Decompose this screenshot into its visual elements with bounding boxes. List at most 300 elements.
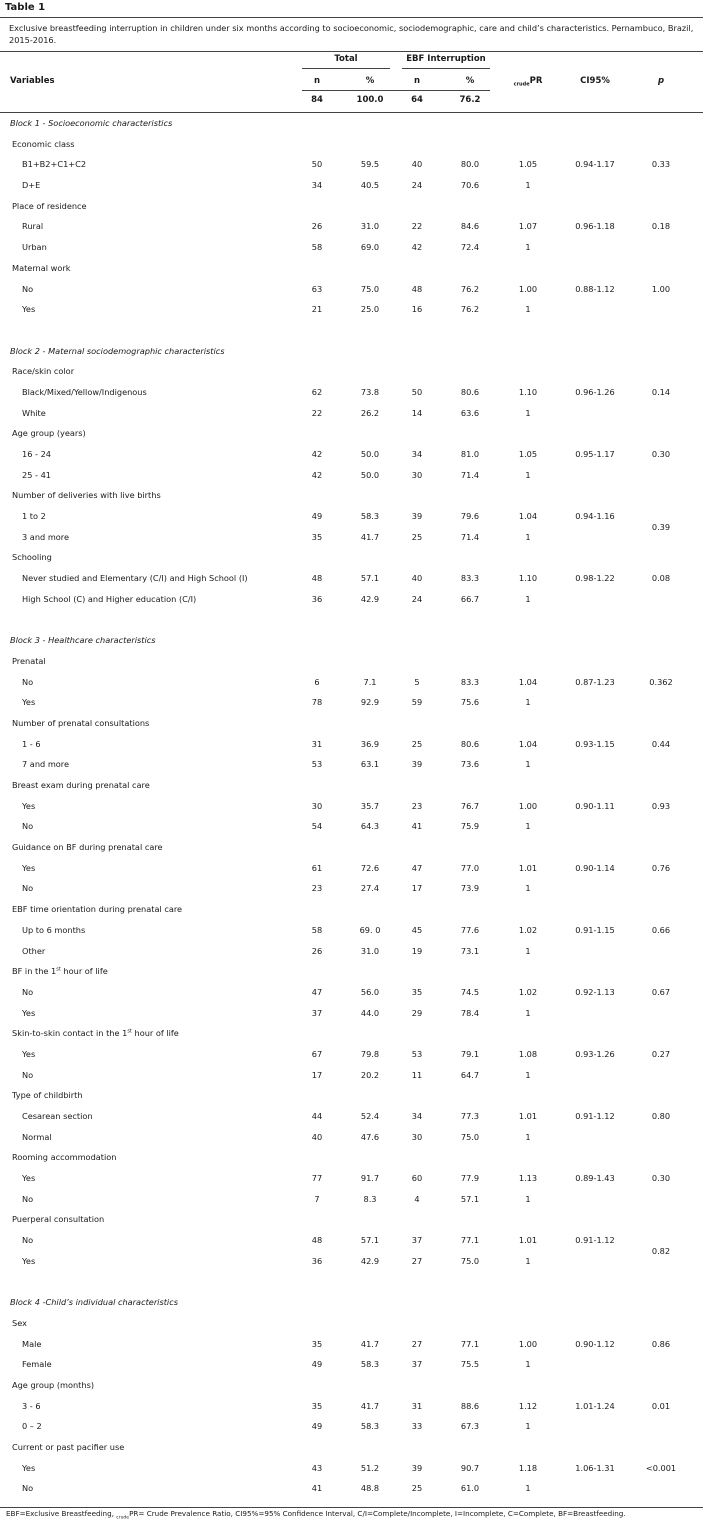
variable-group-row [0,775,703,796]
category-label: 3 - 6 [22,1400,41,1411]
category-label: Yes [22,304,36,315]
cell-ebf-pct: 75.0 [460,1255,480,1266]
cell-p-value: 0.33 [651,159,671,170]
category-label: B1+B2+C1+C2 [22,159,87,170]
category-label: No [22,1483,34,1494]
cell-total-n: 36 [311,593,323,604]
cell-ebf-n: 37 [411,1359,423,1370]
cell-total-n: 43 [311,1462,323,1473]
table-row [0,1189,703,1210]
table-row [0,1065,703,1086]
cell-total-pct: 73.8 [360,386,380,397]
cell-pr: 1.00 [518,1338,538,1349]
cell-total-pct: 64.3 [360,821,380,832]
cell-p-value: 0.18 [651,221,671,232]
cell-ebf-pct: 75.6 [460,697,480,708]
table-row [0,982,703,1003]
block-heading [0,1292,703,1313]
variable-group-row [0,961,703,982]
cell-ebf-pct: 80.6 [460,738,480,749]
cell-pr: 1 [525,1359,531,1370]
variable-group-label [12,961,108,982]
variable-group-label: Number of prenatal consultations [12,717,150,728]
table-row [0,1416,703,1437]
category-label: Other [22,945,46,956]
ordinal-superscript: st [56,966,61,973]
table-row [0,1044,703,1065]
cell-ebf-pct: 71.4 [460,531,480,542]
cell-ebf-pct: 88.6 [460,1400,480,1411]
cell-ci95: 0.94-1.17 [575,159,615,170]
table-row [0,692,703,713]
cell-total-n: 49 [311,1421,323,1432]
category-label: High School (C) and Higher education (C/I) [22,593,197,604]
cell-ci95: 1.01-1.24 [575,1400,615,1411]
cell-ebf-pct: 81.0 [460,449,480,459]
cell-p-value: 0.30 [651,1173,671,1184]
cell-total-pct: 92.9 [360,697,380,708]
cell-pr: 1.04 [518,676,538,687]
cell-ebf-n: 39 [411,759,423,770]
cell-ebf-n: 48 [411,283,423,294]
cell-ci95: 0.91-1.15 [575,924,615,935]
block-spacer [0,1272,703,1293]
variable-group-label: Guidance on BF during prenatal care [12,842,163,853]
variable-group-row [0,1147,703,1168]
variable-group-row [0,1375,703,1396]
header-total-pct: % [365,76,375,86]
cell-total-pct: 41.7 [360,531,380,542]
cell-pr: 1 [525,1069,531,1080]
cell-ebf-pct: 75.9 [460,821,480,832]
cell-pr: 1 [525,593,531,604]
cell-total-pct: 56.0 [360,986,380,997]
cell-total-pct: 72.6 [360,862,380,873]
cell-ebf-pct: 90.7 [460,1462,480,1473]
table-row [0,382,703,403]
cell-ebf-n: 25 [411,531,423,542]
cell-ci95: 0.93-1.15 [575,738,615,749]
cell-total-n: 37 [311,1007,323,1018]
cell-ebf-pct: 73.1 [460,945,480,956]
ordinal-superscript: st [127,1028,132,1035]
category-label: Up to 6 months [22,924,86,935]
cell-total-pct: 7.1 [363,676,377,687]
block-title: Block 3 - Healthcare characteristics [10,635,156,646]
cell-pr: 1.10 [518,573,538,584]
category-label: Black/Mixed/Yellow/Indigenous [22,386,147,397]
table-header [0,51,703,113]
header-ci: CI95% [580,76,610,86]
cell-pr: 1.18 [518,1462,538,1473]
block-title: Block 4 -Child’s individual characteristics [10,1297,178,1308]
table-row [0,672,703,693]
header-total: Total [334,54,358,64]
cell-total-pct: 41.7 [360,1400,380,1411]
cell-total-n: 61 [311,862,323,873]
cell-pr: 1.04 [518,511,538,522]
cell-total-n: 58 [311,242,323,253]
variable-group-row [0,547,703,568]
cell-ebf-pct: 75.5 [460,1359,480,1370]
variable-group-label: Age group (months) [12,1379,95,1390]
table-row [0,465,703,486]
cell-p-value: 0.01 [651,1400,671,1411]
table-row [0,878,703,899]
category-label: 3 and more [22,531,70,542]
group-label-text: hour of life [131,1028,179,1039]
variable-group-row [0,1437,703,1458]
table-row [0,403,703,424]
cell-ebf-n: 19 [411,945,423,956]
cell-ci95: 0.90-1.12 [575,1338,615,1349]
cell-ebf-n: 45 [411,924,423,935]
cell-pr: 1 [525,697,531,708]
cell-ebf-n: 30 [411,469,423,480]
variable-group-label: Breast exam during prenatal care [12,780,150,790]
group-label-text: hour of life [60,966,108,977]
cell-ebf-pct: 79.6 [460,511,480,522]
variable-group-label: Maternal work [12,262,71,273]
table-row [0,754,703,775]
table-row [0,1127,703,1148]
table-row [0,941,703,962]
cell-total-pct: 63.1 [360,759,380,770]
cell-total-pct: 69.0 [360,242,380,253]
cell-ebf-n: 24 [411,180,423,191]
cell-p-value: 0.93 [651,800,671,811]
cell-pr: 1 [525,1007,531,1018]
table-row [0,1168,703,1189]
cell-total-pct: 52.4 [360,1111,380,1121]
cell-ebf-n: 11 [411,1069,423,1080]
header-total-pct-value: 100.0 [356,95,384,105]
cell-ebf-n: 4 [414,1193,420,1204]
cell-total-n: 31 [311,738,323,749]
cell-total-pct: 27.4 [360,883,380,894]
category-label: Yes [22,697,36,708]
cell-total-n: 53 [311,759,323,770]
cell-total-n: 22 [311,407,323,418]
cell-pr: 1 [525,945,531,956]
variable-group-label: Rooming accommodation [12,1152,117,1163]
variable-group-row [0,196,703,217]
block-title: Block 2 - Maternal sociodemographic characteristics [10,345,225,356]
cell-ebf-pct: 75.0 [460,1131,480,1142]
block-heading [0,113,703,134]
category-label: Yes [22,862,36,873]
cell-pr: 1.02 [518,924,538,935]
category-label: Male [22,1338,42,1349]
cell-total-pct: 41.7 [360,1338,380,1349]
cell-pr: 1.00 [518,800,538,811]
block-heading [0,341,703,362]
cell-total-n: 58 [311,924,323,935]
cell-ebf-pct: 72.4 [460,242,480,253]
cell-pr: 1 [525,469,531,480]
cell-total-pct: 31.0 [360,945,380,956]
cell-ebf-n: 16 [411,304,423,315]
cell-pr: 1 [525,531,531,542]
cell-ebf-pct: 83.3 [460,573,480,584]
cell-total-n: 50 [311,159,323,170]
block-spacer [0,610,703,631]
group-label-text: BF in the 1 [12,966,57,977]
cell-total-n: 26 [311,945,323,956]
cell-ci95: 0.89-1.43 [575,1173,615,1184]
cell-total-pct: 57.1 [360,1235,380,1246]
cell-pr: 1.12 [518,1400,538,1411]
variable-group-row [0,837,703,858]
cell-ebf-n: 60 [411,1173,423,1184]
category-label: Yes [22,1255,36,1266]
cell-ebf-pct: 74.5 [460,986,480,997]
cell-pr: 1 [525,821,531,832]
cell-total-n: 36 [311,1255,323,1266]
cell-p-value: <0.001 [645,1462,677,1473]
category-label: Yes [22,1007,36,1018]
category-label: Yes [22,800,36,811]
cell-ebf-n: 37 [411,1235,423,1246]
variable-group-label: Number of deliveries with live births [12,490,161,501]
cell-pr: 1 [525,1193,531,1204]
cell-total-n: 42 [311,469,323,480]
category-label: 25 - 41 [22,469,51,480]
cell-total-pct: 57.1 [360,573,380,584]
cell-pr: 1.05 [518,449,538,459]
cell-pr: 1 [525,883,531,894]
variable-group-row [0,134,703,155]
cell-ebf-n: 25 [411,738,423,749]
table-row [0,920,703,941]
cell-pr: 1 [525,242,531,253]
cell-total-n: 42 [311,449,323,459]
variable-group-label: Prenatal [12,655,46,666]
cell-ebf-n: 14 [411,407,423,418]
cell-ebf-pct: 79.1 [460,1048,480,1059]
cell-total-pct: 69. 0 [359,924,381,935]
cell-total-pct: 20.2 [360,1069,380,1080]
cell-total-n: 34 [311,180,323,191]
category-label: No [22,1235,34,1246]
category-label: No [22,676,34,687]
cell-total-n: 77 [311,1173,323,1184]
cell-ebf-n: 39 [411,1462,423,1473]
cell-ebf-pct: 83.3 [460,676,480,687]
category-label: 0 – 2 [22,1421,42,1432]
table-row [0,1458,703,1479]
category-label: Female [22,1359,52,1370]
table-row [0,1003,703,1024]
cell-p-value: 0.30 [651,449,671,459]
cell-ebf-n: 25 [411,1483,423,1494]
cell-ci95: 0.92-1.13 [575,986,615,997]
cell-p-value: 0.80 [651,1111,671,1121]
cell-total-pct: 48.8 [360,1483,380,1494]
table-caption: Exclusive breastfeeding interruption in children under six months according to socioeconomic, sociodemographic, care and child’s characteristics. Pernambuco, Brazil, 2015-2016. [9,23,694,45]
category-label: Yes [22,1048,36,1059]
cell-total-n: 7 [314,1193,320,1204]
table-row [0,506,703,527]
cell-total-pct: 91.7 [360,1173,380,1184]
cell-p-value: 0.67 [651,986,671,997]
cell-ebf-n: 22 [411,221,423,232]
cell-pr: 1 [525,407,531,418]
category-label: Never studied and Elementary (C/I) and High School (I) [22,573,248,584]
category-label: 16 - 24 [22,449,51,459]
cell-ebf-n: 47 [411,862,423,873]
cell-ebf-pct: 77.1 [460,1338,480,1349]
variable-group-label: Type of childbirth [12,1090,83,1101]
cell-ebf-pct: 64.7 [460,1069,480,1080]
cell-ci95: 0.91-1.12 [575,1111,615,1121]
cell-pr: 1.01 [518,862,538,873]
cell-ci95: 0.94-1.16 [575,511,615,522]
cell-ebf-n: 59 [411,697,423,708]
table-row [0,1245,703,1272]
cell-pr: 1 [525,1483,531,1494]
block-heading [0,630,703,651]
header-variables: Variables [10,76,55,86]
cell-pr: 1 [525,1131,531,1142]
cell-pr: 1.04 [518,738,538,749]
cell-ebf-n: 31 [411,1400,423,1411]
cell-total-pct: 58.3 [360,511,380,522]
category-label: Normal [22,1131,52,1142]
cell-total-pct: 26.2 [360,407,380,418]
table-row [0,568,703,589]
cell-total-n: 41 [311,1483,323,1494]
cell-pr: 1.07 [518,221,538,232]
cell-p-value-merged: 0.82 [651,1245,671,1256]
cell-total-n: 62 [311,386,323,397]
group-label-text: Skin-to-skin contact in the 1 [12,1028,128,1039]
header-ebf-n-value: 64 [411,95,423,105]
cell-ebf-n: 40 [411,573,423,584]
cell-pr: 1.13 [518,1173,538,1184]
cell-pr: 1 [525,180,531,191]
category-label: No [22,986,34,997]
cell-p-value: 0.08 [651,573,671,584]
cell-ebf-n: 35 [411,986,423,997]
variable-group-row [0,423,703,444]
variable-group-label: Race/skin color [12,366,75,377]
variable-group-label: Schooling [12,552,52,563]
header-ebf-pct: % [465,76,475,86]
category-label: No [22,1193,34,1204]
header-mid-rule [302,90,490,91]
cell-total-n: 23 [311,883,323,894]
table-row [0,796,703,817]
cell-ebf-n: 53 [411,1048,423,1059]
cell-ebf-pct: 77.3 [460,1111,480,1121]
cell-ebf-pct: 77.6 [460,924,480,935]
cell-ebf-pct: 76.2 [460,283,480,294]
category-label: No [22,283,34,294]
variable-group-row [0,258,703,279]
cell-p-value: 0.44 [651,738,671,749]
cell-ci95: 0.98-1.22 [575,573,615,584]
cell-ebf-n: 30 [411,1131,423,1142]
cell-total-n: 35 [311,1338,323,1349]
cell-total-n: 78 [311,697,323,708]
cell-ci95: 0.90-1.11 [575,800,615,811]
cell-ebf-n: 24 [411,593,423,604]
block-title: Block 1 - Socioeconomic characteristics [10,118,173,128]
cell-total-n: 30 [311,800,323,811]
cell-ci95: 1.06-1.31 [575,1462,615,1473]
header-ebf-rule [402,68,490,69]
cell-ebf-n: 50 [411,386,423,397]
cell-p-value: 0.66 [651,924,671,935]
cell-p-value: 0.362 [649,676,673,687]
cell-ebf-pct: 80.0 [460,159,480,170]
cell-total-pct: 42.9 [360,1255,380,1266]
cell-pr: 1 [525,759,531,770]
cell-pr: 1.05 [518,159,538,170]
header-pr-text: PR [529,76,543,86]
cell-total-pct: 25.0 [360,304,380,315]
table-row [0,299,703,320]
cell-ci95: 0.95-1.17 [575,449,615,459]
cell-p-value: 0.27 [651,1048,671,1059]
variable-group-label: Economic class [12,138,75,149]
cell-total-pct: 31.0 [360,221,380,232]
variable-group-label: EBF time orientation during prenatal care [12,904,183,915]
cell-total-n: 26 [311,221,323,232]
cell-ci95: 0.87-1.23 [575,676,615,687]
cell-total-n: 21 [311,304,323,315]
cell-total-n: 47 [311,986,323,997]
table-label: Table 1 [0,0,703,18]
cell-ebf-n: 40 [411,159,423,170]
footnote-pre: EBF=Exclusive Breastfeeding, [6,1509,117,1518]
cell-total-pct: 58.3 [360,1421,380,1432]
cell-total-n: 48 [311,573,323,584]
cell-ebf-n: 42 [411,242,423,253]
variable-group-label: Place of residence [12,200,87,211]
cell-p-value: 0.76 [651,862,671,873]
cell-ebf-pct: 76.2 [460,304,480,315]
variable-group-label: Sex [12,1317,27,1328]
cell-total-pct: 40.5 [360,180,380,191]
variable-group-row [0,713,703,734]
cell-pr: 1.02 [518,986,538,997]
cell-ebf-n: 27 [411,1338,423,1349]
variable-group-row [0,899,703,920]
cell-p-value: 1.00 [651,283,671,294]
table-row [0,1334,703,1355]
table-row [0,521,703,548]
header-total-n-value: 84 [311,95,323,105]
cell-total-n: 54 [311,821,323,832]
header-total-n: n [313,76,321,86]
category-label: 7 and more [22,759,70,770]
category-label: Urban [22,242,47,253]
category-label: No [22,821,34,832]
cell-pr: 1 [525,1255,531,1266]
table-row [0,1354,703,1375]
category-label: Yes [22,1173,36,1184]
category-label: Rural [22,221,44,232]
cell-ebf-n: 5 [414,676,420,687]
cell-total-pct: 59.5 [360,159,380,170]
header-ebf-interruption: EBF Interruption [406,54,486,64]
variable-group-label: Current or past pacifier use [12,1442,125,1452]
header-total-rule [302,68,390,69]
cell-total-n: 48 [311,1235,323,1246]
cell-ebf-n: 23 [411,800,423,811]
